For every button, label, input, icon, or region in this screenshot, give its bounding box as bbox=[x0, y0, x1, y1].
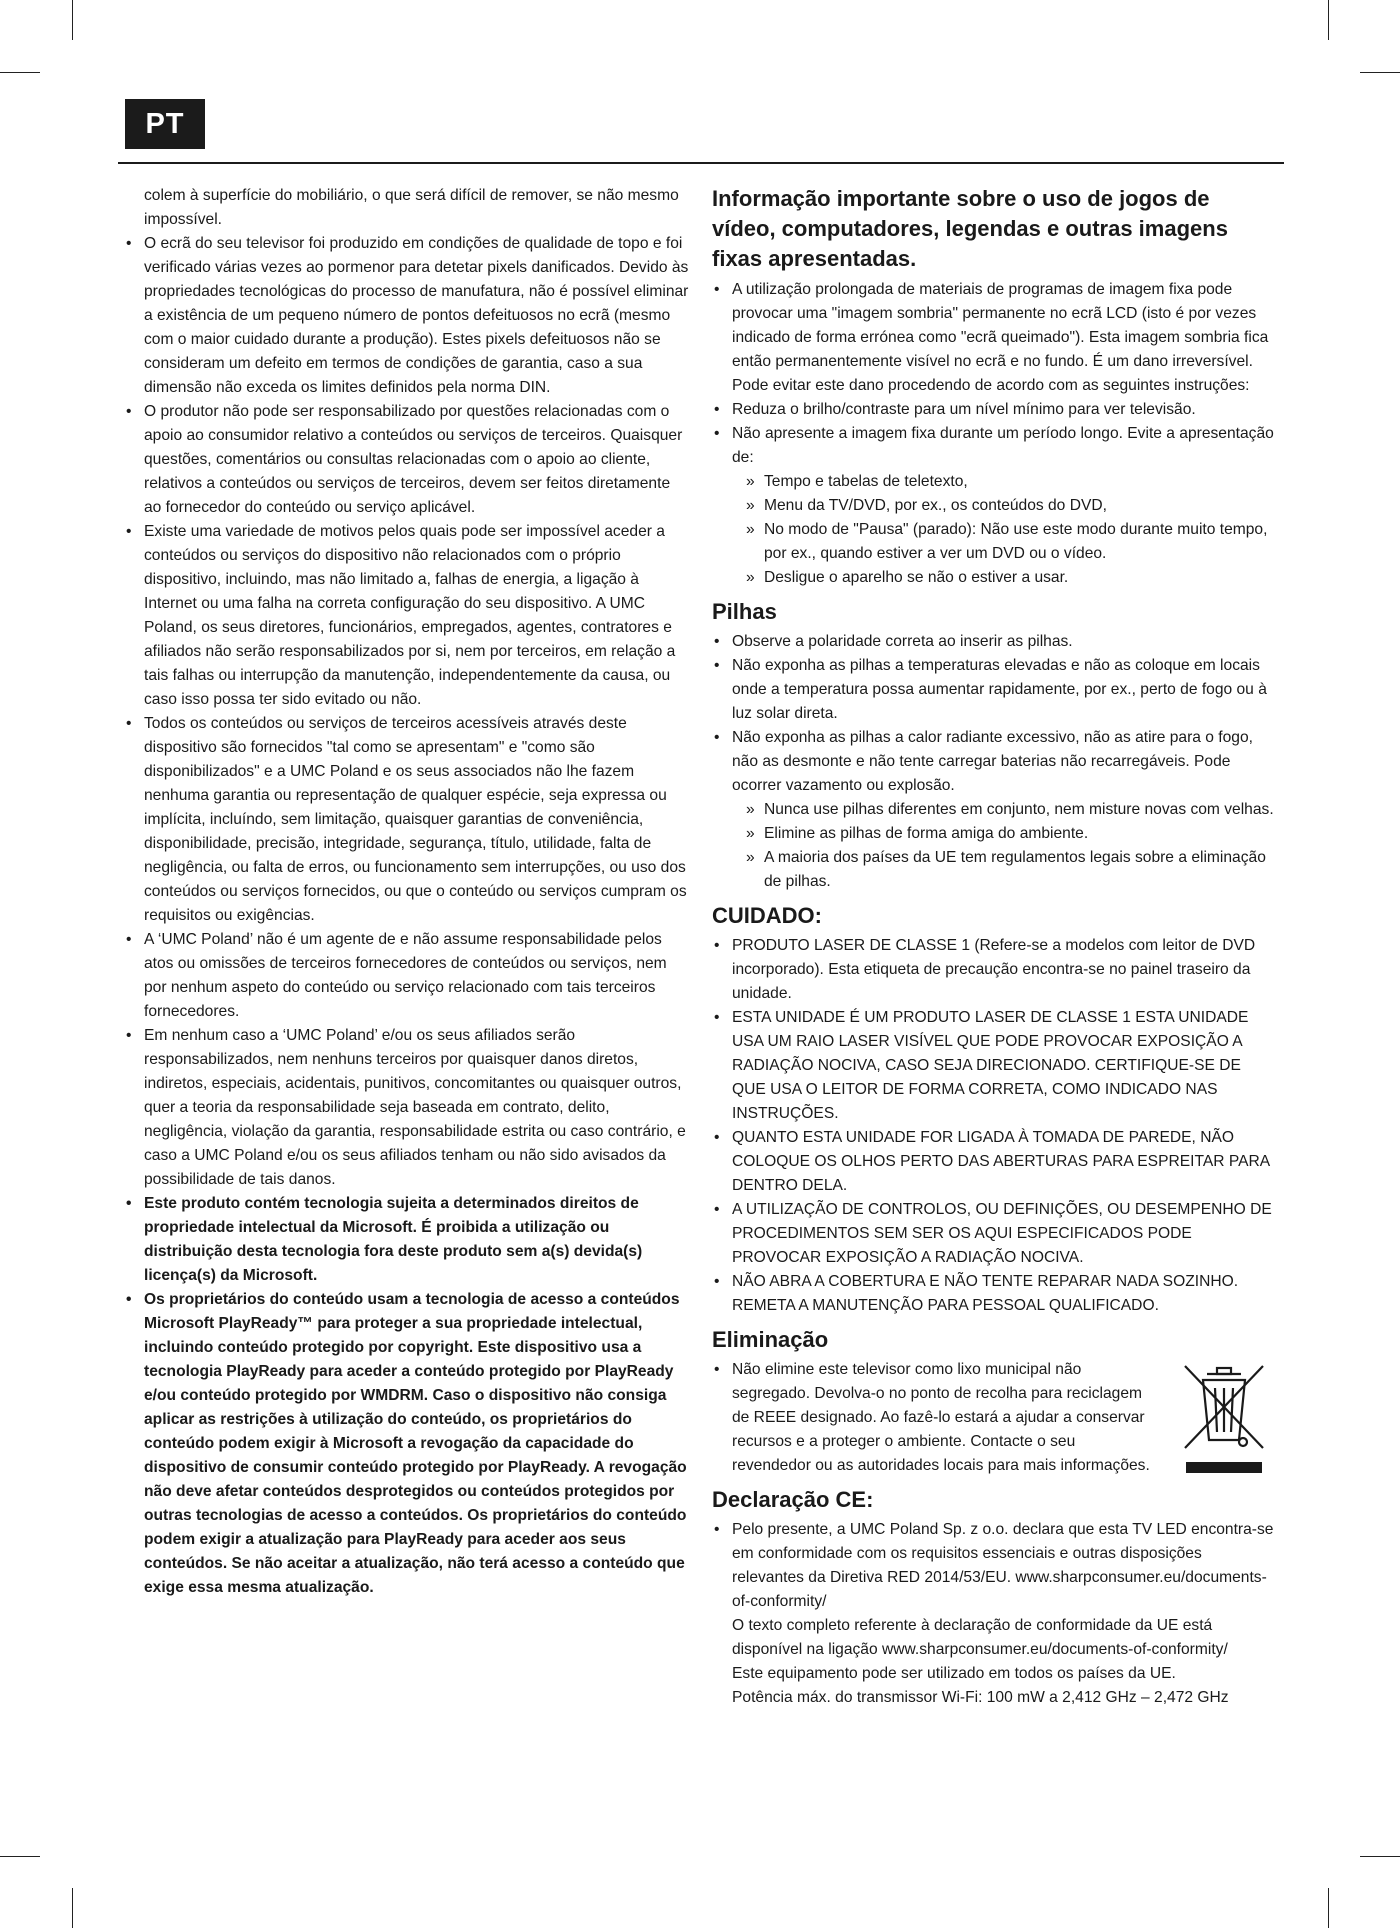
list-item: • Reduza o brilho/contraste para um nível mínimo para ver televisão. bbox=[712, 398, 1275, 422]
crop-mark bbox=[72, 1888, 73, 1928]
left-column bbox=[124, 184, 690, 1600]
caution-section bbox=[712, 902, 1275, 1318]
list-item: • Não exponha as pilhas a temperaturas elevadas e não as coloque em locais onde a temperatura possa aumentar rapidamente, por ex., perto de fogo ou à luz solar direta. bbox=[712, 654, 1275, 726]
list-item: • O ecrã do seu televisor foi produzido em condições de qualidade de topo e foi verificado várias vezes ao pormenor para detetar pixels danificados. Devido às propriedades tecnológicas do processo de manufatura, não é possível eliminar a existência de um pequeno número de pontos defeituosos no ecrã (mesmo com o maior cuidado durante a produção). Estes pixels defeituosos não se consideram um defeito em termos de condições de garantia, caso a sua dimensão não exceda os limites definidos pela norma DIN. bbox=[124, 232, 690, 400]
caution-list bbox=[712, 934, 1275, 1318]
right-column bbox=[712, 184, 1275, 1710]
disposal-section bbox=[712, 1326, 1275, 1478]
crop-mark bbox=[0, 72, 40, 73]
sub-item: » Nunca use pilhas diferentes em conjunto, nem misture novas com velhas. bbox=[712, 798, 1275, 822]
ce-declaration-section bbox=[712, 1486, 1275, 1710]
list-item: • ESTA UNIDADE É UM PRODUTO LASER DE CLASSE 1 ESTA UNIDADE USA UM RAIO LASER VISÍVEL QUE PODE PROVOCAR EXPOSIÇÃO A RADIAÇÃO NOCIVA, CASO SEJA DIRECIONADO. CERTIFIQUE-SE DE QUE USA O LEITOR DE FORMA CORRETA, COMO INDICADO NAS INSTRUÇÕES. bbox=[712, 1006, 1275, 1126]
list-item: • Existe uma variedade de motivos pelos quais pode ser impossível aceder a conteúdos ou serviços do dispositivo não relacionados com o próprio dispositivo, incluindo, mas não limitado a, falhas de energia, a ligação à Internet ou uma falha na correta configuração do seu dispositivo. A UMC Poland, os seus diretores, funcionários, empregados, agentes, contratores e afiliados não serão responsabilizados por si, nem por terceiros, em relação a tais falhas ou interrupção da manutenção, independentemente da causa, ou caso isso possa ter sido evitado ou não. bbox=[124, 520, 690, 712]
ce-line: Pelo presente, a UMC Poland Sp. z o.o. declara que esta TV LED encontra-se em conformidade com os requisitos essenciais e outras disposições relevantes da Diretiva RED 2014/53/EU. www.sharpconsumer.eu/documents-of-conformity/ bbox=[732, 1521, 1274, 1610]
sub-item: » Desligue o aparelho se não o estiver a usar. bbox=[712, 566, 1275, 590]
ce-line: O texto completo referente à declaração de conformidade da UE está disponível na ligação www.sharpconsumer.eu/documents-of-conformity/ bbox=[732, 1617, 1228, 1658]
list-item: • A ‘UMC Poland’ não é um agente de e não assume responsabilidade pelos atos ou omissões de terceiros fornecedores de conteúdos ou serviços, nem por nenhum aspeto do conteúdo ou serviço relacionado com tais terceiros fornecedores. bbox=[124, 928, 690, 1024]
ce-line: Este equipamento pode ser utilizado em todos os países da UE. bbox=[732, 1665, 1176, 1682]
list-item bbox=[712, 1518, 1275, 1710]
list-item: • Em nenhum caso a ‘UMC Poland’ e/ou os seus afiliados serão responsabilizados, nem nenhuns terceiros por quaisquer danos diretos, indiretos, especiais, acidentais, punitivos, concomitantes ou quaisquer outros, quer a teoria da responsabilidade seja baseada em contrato, delito, negligência, violação da garantia, responsabilidade estrita ou caso contrário, e caso a UMC Poland e/ou os seus afiliados tenham ou não sido avisados da possibilidade de tais danos. bbox=[124, 1024, 690, 1192]
list-item: • Não elimine este televisor como lixo municipal não segregado. Devolva-o no ponto de recolha para reciclagem de REEE designado. Ao fazê-lo estará a ajudar a conservar recursos e a proteger o ambiente. Contacte o seu revendedor ou as autoridades locais para mais informações. bbox=[712, 1358, 1150, 1478]
list-item: • A utilização prolongada de materiais de programas de imagem fixa pode provocar uma "imagem sombria" permanente no ecrã LCD (isto é por vezes indicado de forma errónea como "ecrã queimado"). Esta imagem sombria fica então permanentemente visível no ecrã e no fundo. É um dano irreversível. Pode evitar este dano procedendo de acordo com as seguintes instruções: bbox=[712, 278, 1275, 398]
ce-list bbox=[712, 1518, 1275, 1710]
sub-item: » Elimine as pilhas de forma amiga do ambiente. bbox=[712, 822, 1275, 846]
crop-mark bbox=[1360, 1856, 1400, 1857]
crop-mark bbox=[1328, 1888, 1329, 1928]
batteries-section bbox=[712, 598, 1275, 894]
list-item: • A UTILIZAÇÃO DE CONTROLOS, OU DEFINIÇÕES, OU DESEMPENHO DE PROCEDIMENTOS SEM SER OS AQUI ESPECIFICADOS PODE PROVOCAR EXPOSIÇÃO A RADIAÇÃO NOCIVA. bbox=[712, 1198, 1275, 1270]
language-badge: PT bbox=[125, 99, 205, 149]
section-title: CUIDADO: bbox=[712, 903, 822, 928]
batteries-list bbox=[712, 630, 1275, 894]
list-item: • QUANTO ESTA UNIDADE FOR LIGADA À TOMADA DE PAREDE, NÃO COLOQUE OS OLHOS PERTO DAS ABERTURAS PARA ESPREITAR PARA DENTRO DELA. bbox=[712, 1126, 1275, 1198]
sub-item: » Menu da TV/DVD, por ex., os conteúdos do DVD, bbox=[712, 494, 1275, 518]
sub-item: » Tempo e tabelas de teletexto, bbox=[712, 470, 1275, 494]
crop-mark bbox=[1328, 0, 1329, 40]
crop-mark bbox=[72, 0, 73, 40]
crop-mark bbox=[1360, 72, 1400, 73]
section-title: Declaração CE: bbox=[712, 1487, 874, 1512]
list-item: • Não apresente a imagem fixa durante um período longo. Evite a apresentação de: bbox=[712, 422, 1275, 470]
list-item: • Todos os conteúdos ou serviços de terceiros acessíveis através deste dispositivo são fornecidos "tal como se apresentam" e "como são disponibilizados" e a UMC Poland e os seus associados não lhe fazem nenhuma garantia ou representação de qualquer espécie, seja expressa ou implícita, incluíndo, sem limitação, quaisquer garantias de conveniência, disponibilidade, precisão, integridade, segurança, título, utilidade, falta de negligência, ou falta de erros, ou funcionamento sem interrupções, ou uso dos conteúdos ou serviços fornecidos, ou que o conteúdo ou serviços cumpram os requisitos ou exigências. bbox=[124, 712, 690, 928]
continued-paragraph: colem à superfície do mobiliário, o que será difícil de remover, se não mesmo impossível. bbox=[144, 187, 679, 228]
sub-item: » No modo de "Pausa" (parado): Não use este modo durante muito tempo, por ex., quando estiver a ver um DVD ou o vídeo. bbox=[712, 518, 1275, 566]
section-title: Eliminação bbox=[712, 1327, 829, 1352]
still-images-section bbox=[712, 184, 1275, 590]
sub-item: » A maioria dos países da UE tem regulamentos legais sobre a eliminação de pilhas. bbox=[712, 846, 1275, 894]
list-item: • O produtor não pode ser responsabilizado por questões relacionadas com o apoio ao consumidor relativo a conteúdos ou serviços de terceiros. Quaisquer questões, comentários ou consultas relacionadas com o apoio ao cliente, relativos a conteúdos ou serviços de terceiros, devem ser feitos diretamente ao fornecedor do conteúdo ou serviço aplicável. bbox=[124, 400, 690, 520]
crop-mark bbox=[0, 1856, 40, 1857]
playready-notice: • Os proprietários do conteúdo usam a tecnologia de acesso a conteúdos Microsoft PlayReady™ para proteger a sua propriedade intelectual, incluindo conteúdo protegido por copyright. Este dispositivo usa a tecnologia PlayReady para aceder a conteúdo protegido por PlayReady e/ou conteúdo protegido por WMDRM. Caso o dispositivo não consiga aplicar as restrições à utilização do conteúdo, os proprietários do conteúdo podem exigir à Microsoft a revogação da capacidade do dispositivo de consumir conteúdo protegido por PlayReady. A revogação não deve afetar conteúdos desprotegidos ou conteúdos protegidos por outras tecnologias de acesso a conteúdos. Os proprietários do conteúdo podem exigir a atualização para PlayReady para aceder aos seus conteúdos. Se não aceitar a atualização, não terá acesso a conteúdo que exige essa mesma atualização. bbox=[124, 1288, 690, 1600]
notice-list bbox=[124, 232, 690, 1600]
list-item: • NÃO ABRA A COBERTURA E NÃO TENTE REPARAR NADA SOZINHO. REMETA A MANUTENÇÃO PARA PESSOAL QUALIFICADO. bbox=[712, 1270, 1275, 1318]
list-item: • PRODUTO LASER DE CLASSE 1 (Refere-se a modelos com leitor de DVD incorporado). Esta etiqueta de precaução encontra-se no painel traseiro da unidade. bbox=[712, 934, 1275, 1006]
header-rule bbox=[118, 162, 1284, 164]
still-images-list bbox=[712, 278, 1275, 590]
ce-line: Potência máx. do transmissor Wi-Fi: 100 mW a 2,412 GHz – 2,472 GHz bbox=[732, 1689, 1229, 1706]
list-item: • Observe a polaridade correta ao inserir as pilhas. bbox=[712, 630, 1275, 654]
section-title: Pilhas bbox=[712, 599, 777, 624]
weee-crossed-bin-icon bbox=[1183, 1362, 1265, 1474]
microsoft-notice: • Este produto contém tecnologia sujeita a determinados direitos de propriedade intelectual da Microsoft. É proibida a utilização ou distribuição desta tecnologia fora deste produto sem a(s) devida(s) licença(s) da Microsoft. bbox=[124, 1192, 690, 1288]
list-item: • Não exponha as pilhas a calor radiante excessivo, não as atire para o fogo, não as desmonte e não tente carregar baterias não recarregáveis. Pode ocorrer vazamento ou explosão. bbox=[712, 726, 1275, 798]
section-title: Informação importante sobre o uso de jogos de vídeo, computadores, legendas e outras imagens fixas apresentadas. bbox=[712, 186, 1228, 271]
